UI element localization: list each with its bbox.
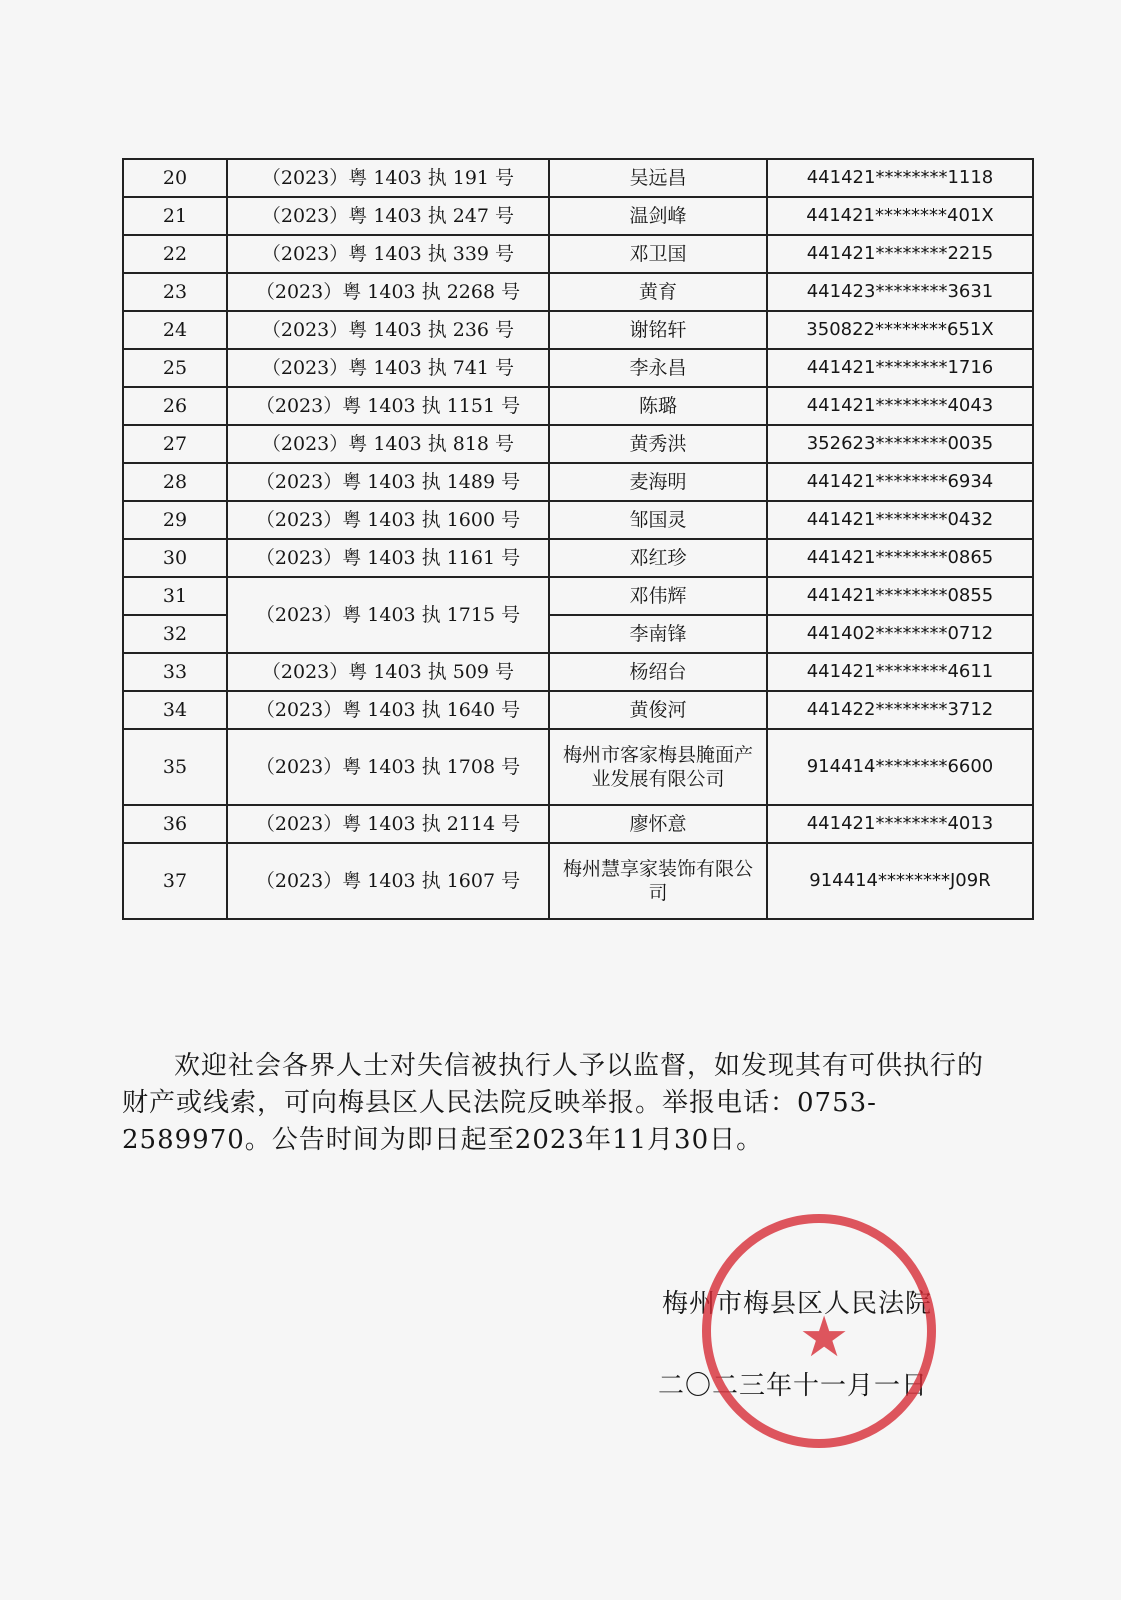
id-number: 441421********4043 — [767, 387, 1033, 425]
debtor-name: 黄秀洪 — [549, 425, 767, 463]
row-number: 36 — [123, 805, 227, 843]
row-number: 26 — [123, 387, 227, 425]
row-number: 20 — [123, 159, 227, 197]
id-number: 441422********3712 — [767, 691, 1033, 729]
case-number: （2023）粤 1403 执 2268 号 — [227, 273, 549, 311]
case-number: （2023）粤 1403 执 1708 号 — [227, 729, 549, 805]
table-row — [123, 577, 1033, 615]
court-name: 梅州市梅县区人民法院 — [662, 1289, 933, 1319]
case-number: （2023）粤 1403 执 2114 号 — [227, 805, 549, 843]
debtor-name: 谢铭轩 — [549, 311, 767, 349]
id-number: 441421********1118 — [767, 159, 1033, 197]
debtor-name: 邓卫国 — [549, 235, 767, 273]
case-number: （2023）粤 1403 执 1151 号 — [227, 387, 549, 425]
id-number: 441421********0865 — [767, 539, 1033, 577]
case-number: （2023）粤 1403 执 236 号 — [227, 311, 549, 349]
table-row — [123, 235, 1033, 273]
row-number: 34 — [123, 691, 227, 729]
table-row — [123, 843, 1033, 919]
table-row — [123, 387, 1033, 425]
table-row — [123, 425, 1033, 463]
debtor-name: 梅州市客家梅县腌面产业发展有限公司 — [549, 729, 767, 805]
id-number: 914414********J09R — [767, 843, 1033, 919]
debtor-name: 廖怀意 — [549, 805, 767, 843]
row-number: 32 — [123, 615, 227, 653]
id-number: 914414********6600 — [767, 729, 1033, 805]
case-number: （2023）粤 1403 执 191 号 — [227, 159, 549, 197]
row-number: 24 — [123, 311, 227, 349]
id-number: 441421********1716 — [767, 349, 1033, 387]
id-number: 352623********0035 — [767, 425, 1033, 463]
debtor-name: 麦海明 — [549, 463, 767, 501]
case-number: （2023）粤 1403 执 1600 号 — [227, 501, 549, 539]
id-number: 441421********401X — [767, 197, 1033, 235]
table-row — [123, 729, 1033, 805]
dishonest-debtor-table — [122, 158, 1034, 920]
row-number: 27 — [123, 425, 227, 463]
id-number: 441421********4013 — [767, 805, 1033, 843]
row-number: 23 — [123, 273, 227, 311]
id-number: 441421********0432 — [767, 501, 1033, 539]
row-number: 29 — [123, 501, 227, 539]
id-number: 441421********6934 — [767, 463, 1033, 501]
table-row — [123, 311, 1033, 349]
seal-star-icon: ★ — [799, 1305, 850, 1370]
row-number: 28 — [123, 463, 227, 501]
debtor-name: 李永昌 — [549, 349, 767, 387]
id-number: 441421********4611 — [767, 653, 1033, 691]
issue-date: 二〇二三年十一月一日 — [658, 1371, 929, 1401]
row-number: 35 — [123, 729, 227, 805]
row-number: 33 — [123, 653, 227, 691]
row-number: 30 — [123, 539, 227, 577]
case-number: （2023）粤 1403 执 818 号 — [227, 425, 549, 463]
id-number: 441421********2215 — [767, 235, 1033, 273]
case-number: （2023）粤 1403 执 1640 号 — [227, 691, 549, 729]
row-number: 31 — [123, 577, 227, 615]
case-number: （2023）粤 1403 执 509 号 — [227, 653, 549, 691]
debtor-name: 邓伟辉 — [549, 577, 767, 615]
table-row — [123, 691, 1033, 729]
debtor-name: 李南锋 — [549, 615, 767, 653]
case-number: （2023）粤 1403 执 339 号 — [227, 235, 549, 273]
table-row — [123, 273, 1033, 311]
row-number: 21 — [123, 197, 227, 235]
case-number: （2023）粤 1403 执 1607 号 — [227, 843, 549, 919]
debtor-name: 黄育 — [549, 273, 767, 311]
case-number: （2023）粤 1403 执 1161 号 — [227, 539, 549, 577]
debtor-name: 杨绍台 — [549, 653, 767, 691]
table-row — [123, 197, 1033, 235]
id-number: 350822********651X — [767, 311, 1033, 349]
debtor-name: 温剑峰 — [549, 197, 767, 235]
debtor-name: 邓红珍 — [549, 539, 767, 577]
notice-paragraph — [122, 1048, 994, 1159]
case-number: （2023）粤 1403 执 1489 号 — [227, 463, 549, 501]
table-row — [123, 653, 1033, 691]
id-number: 441423********3631 — [767, 273, 1033, 311]
id-number: 441402********0712 — [767, 615, 1033, 653]
debtor-name: 邹国灵 — [549, 501, 767, 539]
table-row — [123, 349, 1033, 387]
table-row — [123, 805, 1033, 843]
table-row — [123, 463, 1033, 501]
id-number: 441421********0855 — [767, 577, 1033, 615]
case-number: （2023）粤 1403 执 247 号 — [227, 197, 549, 235]
row-number: 37 — [123, 843, 227, 919]
court-seal-icon — [702, 1214, 936, 1448]
debtor-name: 梅州慧享家装饰有限公司 — [549, 843, 767, 919]
table-row — [123, 539, 1033, 577]
table-body — [123, 159, 1033, 919]
notice-text: 欢迎社会各界人士对失信被执行人予以监督，如发现其有可供执行的财产或线索，可向梅县区人民法院反映举报。举报电话：0753-2589970。公告时间为即日起至2023年11月30日。 — [122, 1051, 985, 1155]
case-number: （2023）粤 1403 执 1715 号 — [227, 577, 549, 653]
debtor-name: 黄俊河 — [549, 691, 767, 729]
row-number: 25 — [123, 349, 227, 387]
row-number: 22 — [123, 235, 227, 273]
table-row — [123, 501, 1033, 539]
debtor-name: 陈璐 — [549, 387, 767, 425]
debtor-name: 吴远昌 — [549, 159, 767, 197]
case-number: （2023）粤 1403 执 741 号 — [227, 349, 549, 387]
table-row — [123, 159, 1033, 197]
